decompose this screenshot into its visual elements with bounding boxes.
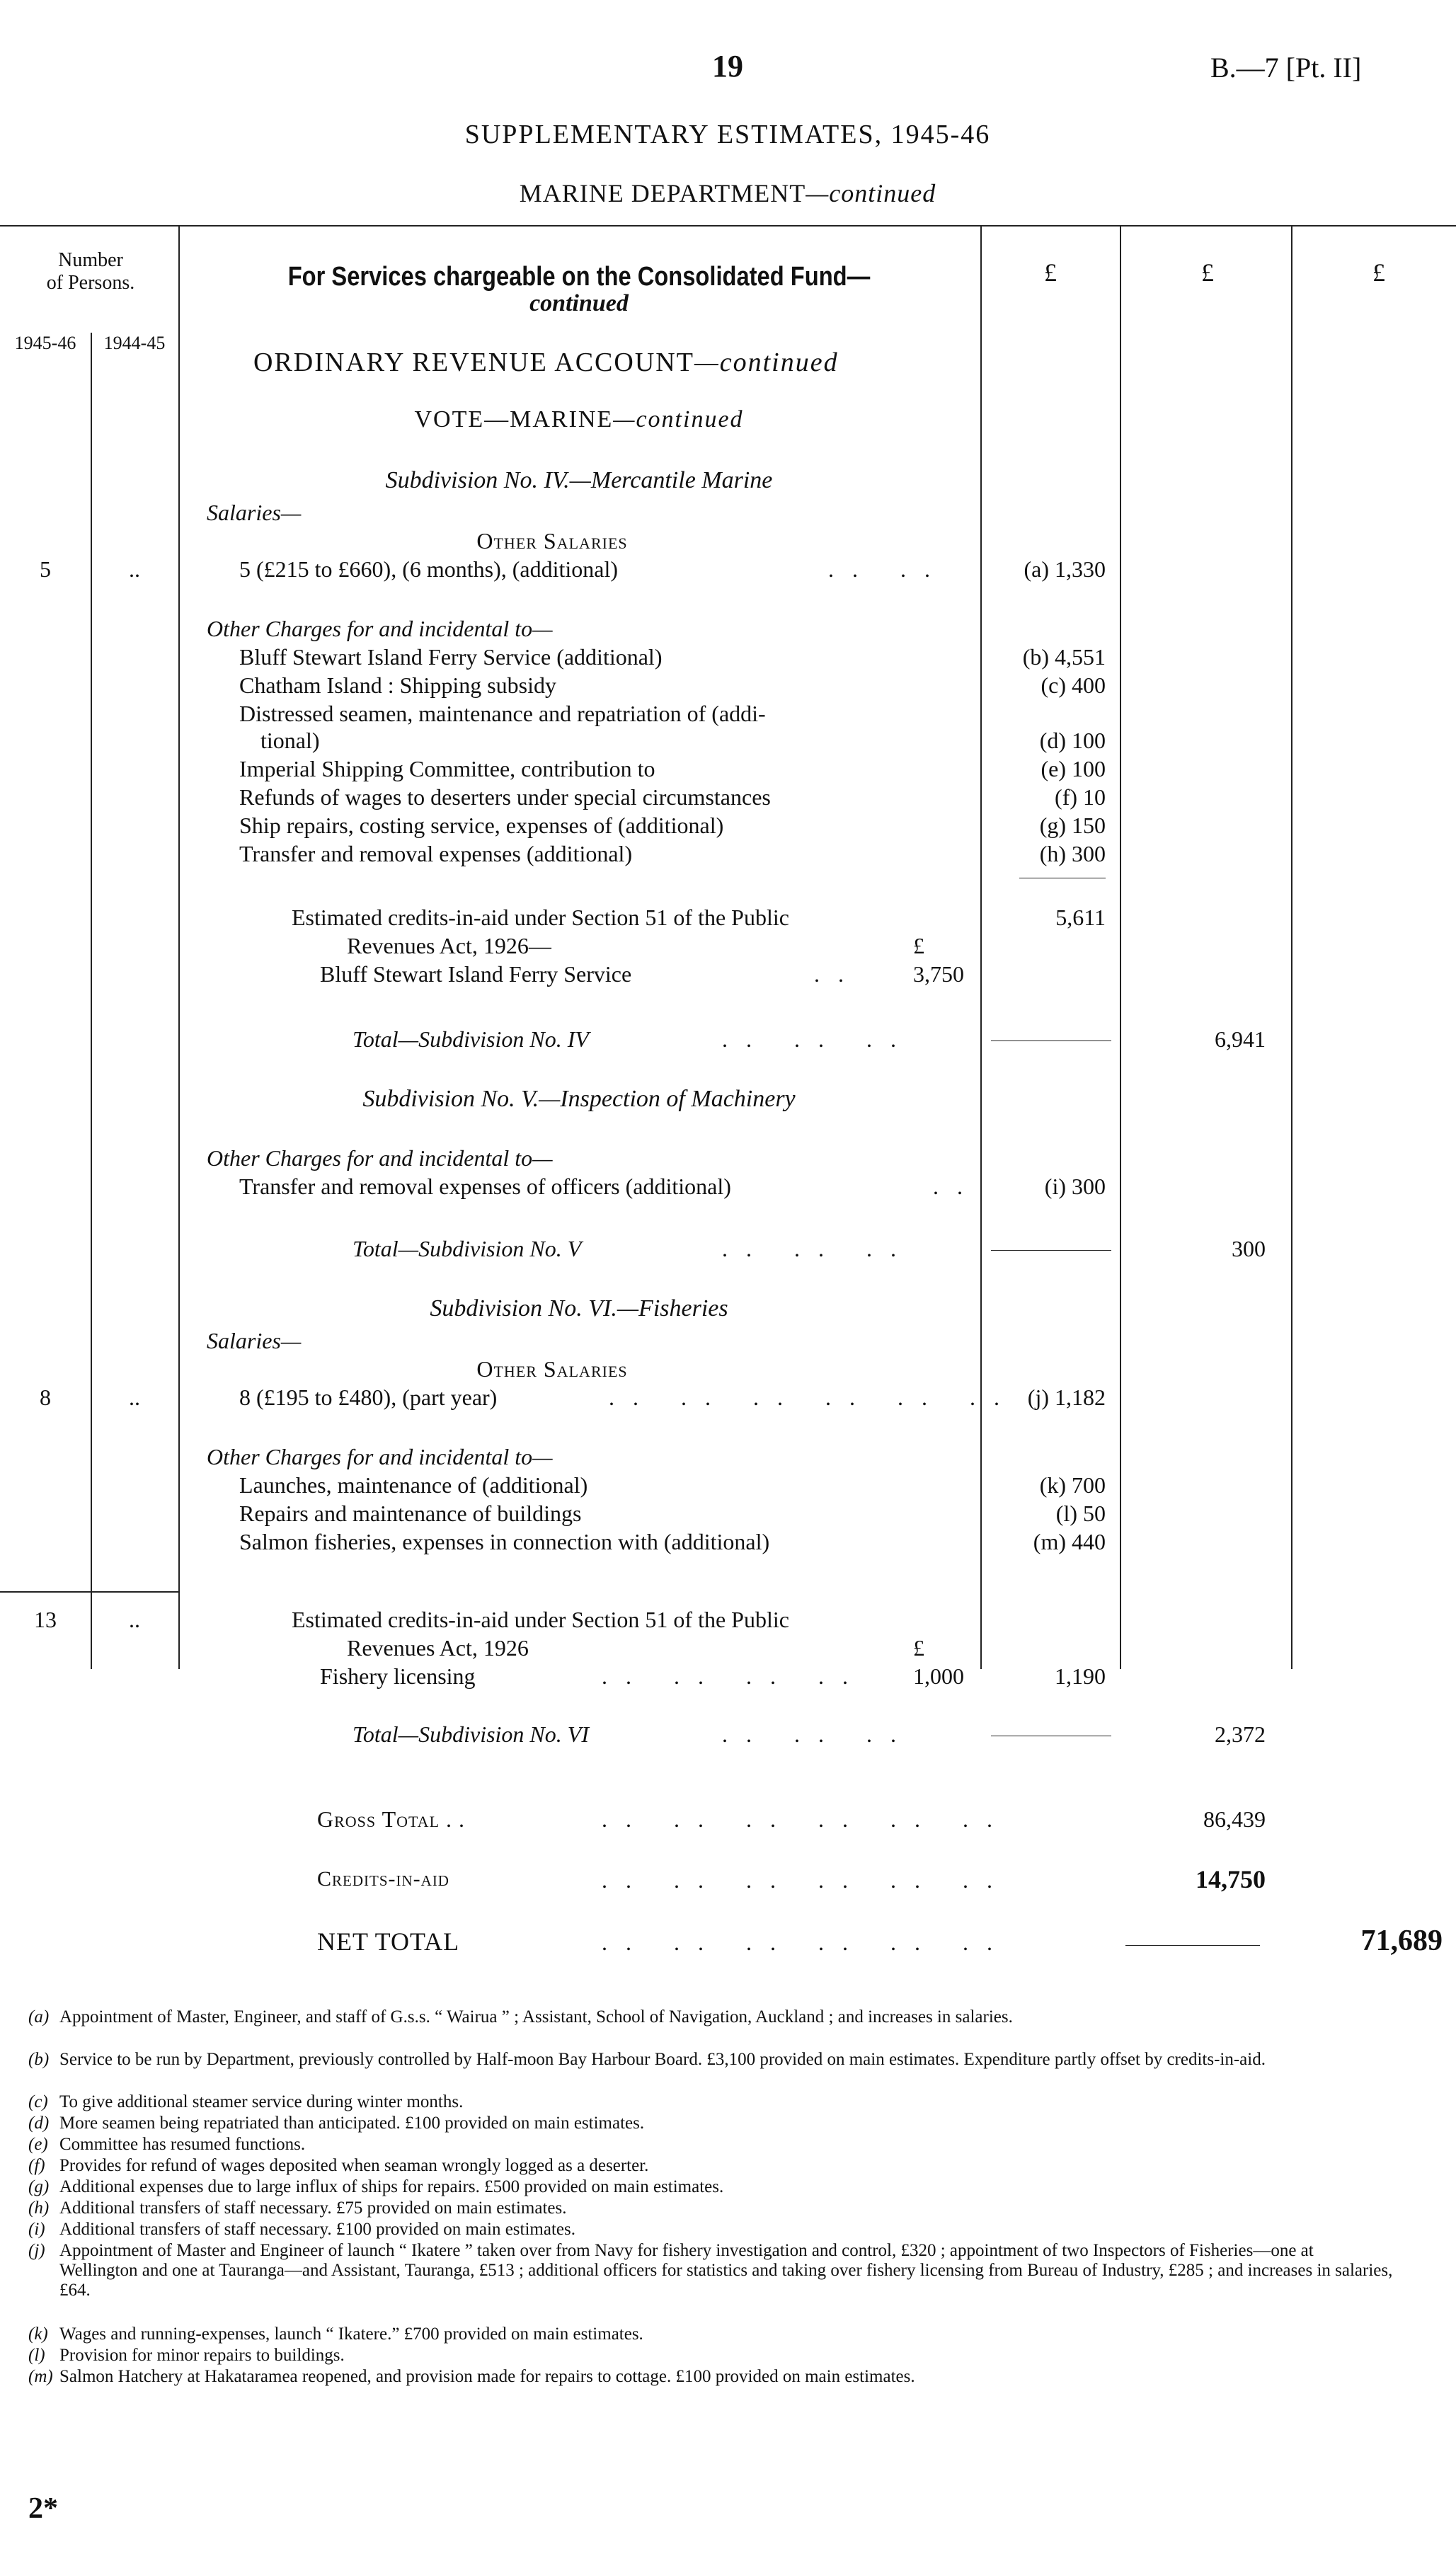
charge-item-amount: (k) 700 <box>1039 1472 1106 1498</box>
subdivision-4-credits-line2: Revenues Act, 1926— <box>347 933 551 958</box>
footnote <box>28 2135 1394 2155</box>
subdivision-6-persons: 8 <box>40 1385 51 1410</box>
leader-dots: .. .. .. <box>722 1236 915 1261</box>
column-rule-amount-3 <box>1291 225 1292 1669</box>
subdivision-6-credits-item-amount: 1,000 <box>913 1663 964 1689</box>
footnote-text: Appointment of Master and Engineer of launch “ Ikatere ” taken over from Navy for fishery investigation and control, £320 ; appointment of two Inspectors of Fisheries—one at Wellington and one at Tauranga—and Assistant, Tauranga, £513 ; additional officers for statistics and taking over fishery licensing from Bureau of Industry, £285 ; and increases in salaries, £64. <box>59 2241 1393 2300</box>
year-header-current: 1945-46 <box>14 333 76 353</box>
footnote-text: Additional transfers of staff necessary. £100 provided on main estimates. <box>59 2220 575 2239</box>
subdivision-5-other-charges-label: Other Charges for and incidental to— <box>207 1145 553 1171</box>
year-header-previous: 1944-45 <box>103 333 166 353</box>
leader-dots: .. <box>933 1174 981 1199</box>
charge-item: Distressed seamen, maintenance and repatriation of (addi- <box>239 701 766 726</box>
subdivision-6-credits-amount: 1,190 <box>1055 1663 1106 1689</box>
subdivision-6-persons-total-previous: .. <box>129 1607 140 1632</box>
vote-title <box>414 406 743 433</box>
footnote-label: (d) <box>28 2114 50 2133</box>
department-suffix: —continued <box>806 179 936 207</box>
footnote-text: Salmon Hatchery at Hakataramea reopened, and provision made for repairs to cottage. £100 provided on main estimates. <box>59 2367 915 2386</box>
subdivision-4-credits-item-amount: 3,750 <box>913 961 964 987</box>
footnote-label: (a) <box>28 2007 50 2027</box>
footnote-text: Service to be run by Department, previously controlled by Half-moon Bay Harbour Board. £3,100 provided on main estimates. Expenditure partly offset by credits-in-aid. <box>59 2050 1266 2069</box>
leader-dots: .. .. .. .. .. .. <box>609 1385 1018 1410</box>
vote-name: VOTE—MARINE <box>414 406 614 432</box>
subdivision-5-heading: Subdivision No. V.—Inspection of Machinery <box>362 1086 796 1112</box>
footnote <box>28 2241 1394 2300</box>
subdivision-4-salaries-label: Salaries— <box>207 500 302 525</box>
footnote-text: Committee has resumed functions. <box>59 2135 306 2154</box>
page-signature-mark: 2* <box>28 2492 58 2525</box>
footnote-text: Provision for minor repairs to buildings. <box>59 2346 345 2365</box>
subdivision-4-heading: Subdivision No. IV.—Mercantile Marine <box>385 467 773 493</box>
department-name: MARINE DEPARTMENT <box>519 179 806 207</box>
footnote-text: Additional transfers of staff necessary. £75 provided on main estimates. <box>59 2199 567 2218</box>
subdivision-6-salaries-label: Salaries— <box>207 1328 302 1353</box>
charge-item: Repairs and maintenance of buildings <box>239 1501 582 1526</box>
subdivision-6-credits-line2: Revenues Act, 1926 <box>347 1635 529 1661</box>
subdivision-6-other-charges-label: Other Charges for and incidental to— <box>207 1444 553 1469</box>
subdivision-6-total-label: Total—Subdivision No. VI <box>352 1721 589 1747</box>
column-rule-amount-2 <box>1120 225 1121 1669</box>
column-rule-year <box>91 333 92 1669</box>
credits-in-aid-amount: 14,750 <box>1196 1865 1266 1893</box>
document-title: SUPPLEMENTARY ESTIMATES, 1945-46 <box>464 120 991 149</box>
charge-item: Imperial Shipping Committee, contribution to <box>239 756 655 781</box>
persons-subtotal-rule <box>0 1591 178 1593</box>
footnote <box>28 2050 1394 2070</box>
footnote <box>28 2114 1394 2133</box>
charge-item: Ship repairs, costing service, expenses of (additional) <box>239 813 724 838</box>
footnote <box>28 2092 1394 2112</box>
net-total-label: NET TOTAL <box>317 1927 460 1956</box>
subdivision-6-salary-amount: (j) 1,182 <box>1027 1385 1106 1410</box>
leader-dots: .. .. .. .. <box>602 1663 866 1689</box>
footnote <box>28 2220 1394 2240</box>
footnote-text: More seamen being repatriated than anticipated. £100 provided on main estimates. <box>59 2114 645 2133</box>
persons-header-line2: of Persons. <box>46 272 135 294</box>
gross-total-amount: 86,439 <box>1203 1806 1266 1832</box>
subdivision-5-item-amount: (i) 300 <box>1044 1174 1106 1199</box>
credits-in-aid-label: Credits-in-aid <box>317 1867 449 1891</box>
subdivision-6-heading: Subdivision No. VI.—Fisheries <box>430 1295 728 1322</box>
subdivision-6-persons-total: 13 <box>34 1607 57 1632</box>
vote-suffix: —continued <box>613 406 744 432</box>
leader-dots: .. .. .. .. .. .. <box>602 1867 1011 1893</box>
footnote-label: (f) <box>28 2156 45 2175</box>
charge-item-amount: (f) 10 <box>1055 784 1106 810</box>
charge-item-amount: (l) 50 <box>1055 1501 1106 1526</box>
subdivision-5-total-amount: 300 <box>1232 1236 1266 1261</box>
gross-total-label: Gross Total . . <box>317 1806 466 1832</box>
charge-item: Refunds of wages to deserters under special circumstances <box>239 784 771 810</box>
footnote <box>28 2346 1394 2366</box>
charge-item: Chatham Island : Shipping subsidy <box>239 672 556 698</box>
footnote <box>28 2177 1394 2197</box>
pound-header-2: £ <box>1201 258 1214 287</box>
column-rule-persons <box>178 225 180 1669</box>
footnote-label: (i) <box>28 2220 45 2239</box>
leader-dots: .. .. .. .. .. .. <box>602 1930 1011 1955</box>
services-heading-continued: continued <box>529 290 629 316</box>
subdivision-6-other-salaries: Other Salaries <box>476 1356 628 1382</box>
leader-dots: .. .. .. <box>722 1026 915 1052</box>
leader-dots: .. .. .. .. .. .. <box>602 1806 1011 1832</box>
table-top-rule <box>0 225 1456 227</box>
footnote <box>28 2367 1394 2387</box>
subdivision-4-credits-line1: Estimated credits-in-aid under Section 51 of the Public <box>292 905 789 930</box>
page-number: 19 <box>712 49 743 84</box>
account-suffix: —continued <box>694 348 839 377</box>
account-title <box>253 347 839 378</box>
footnote-label: (h) <box>28 2199 50 2218</box>
footnote-label: (e) <box>28 2135 48 2154</box>
subdivision-6-credits-item: Fishery licensing <box>320 1663 476 1689</box>
charge-item: Bluff Stewart Island Ferry Service (additional) <box>239 644 663 670</box>
charge-item-amount: (b) 4,551 <box>1022 644 1106 670</box>
charge-item-amount: (c) 400 <box>1041 672 1106 698</box>
leader-dots: .. .. <box>828 556 948 582</box>
footnote <box>28 2007 1394 2027</box>
charge-item: Transfer and removal expenses (additional) <box>239 841 633 866</box>
services-heading: For Services chargeable on the Consolidated Fund— <box>287 262 871 292</box>
leader-dots: .. .. .. <box>722 1721 915 1747</box>
footnote-text: Appointment of Master, Engineer, and staff of G.s.s. “ Wairua ” ; Assistant, School of Navigation, Auckland ; and increases in salaries. <box>59 2007 1013 2027</box>
footnote-text: Additional expenses due to large influx of ships for repairs. £500 provided on main estimates. <box>59 2177 724 2196</box>
charge-item-amount: (h) 300 <box>1039 841 1106 866</box>
subdivision-6-credits-line1: Estimated credits-in-aid under Section 51 of the Public <box>292 1607 789 1632</box>
subdivision-4-persons-previous: .. <box>129 556 140 582</box>
footnote-text: Wages and running-expenses, launch “ Ikatere.” £700 provided on main estimates. <box>59 2324 643 2344</box>
footnote-label: (k) <box>28 2324 48 2344</box>
net-total-rule <box>1125 1945 1260 1946</box>
charge-item: tional) <box>260 728 320 753</box>
subdivision-5-item: Transfer and removal expenses of officers (additional) <box>239 1174 731 1199</box>
subdivision-4-other-salaries: Other Salaries <box>476 528 628 554</box>
subdivision-6-salary-line: 8 (£195 to £480), (part year) <box>239 1385 498 1410</box>
footnote-label: (l) <box>28 2346 45 2365</box>
charge-item-amount: (g) 150 <box>1039 813 1106 838</box>
leader-dots: .. <box>814 961 862 987</box>
footnote-label: (c) <box>28 2092 48 2111</box>
subtotal-rule <box>991 1250 1111 1251</box>
subdivision-4-credits-item: Bluff Stewart Island Ferry Service <box>320 961 632 987</box>
persons-header-line1: Number <box>58 249 123 271</box>
subdivision-5-total-label: Total—Subdivision No. V <box>352 1236 582 1261</box>
pound-header-1: £ <box>1044 258 1057 287</box>
pound-header-3: £ <box>1372 258 1385 287</box>
footnote-label: (j) <box>28 2241 45 2260</box>
footnote-text: To give additional steamer service during winter months. <box>59 2092 464 2111</box>
footnote-label: (g) <box>28 2177 50 2196</box>
charge-item-amount: (m) 440 <box>1033 1529 1106 1554</box>
charge-item: Salmon fisheries, expenses in connection with (additional) <box>239 1529 770 1554</box>
subdivision-6-persons-previous: .. <box>129 1385 140 1410</box>
subdivision-4-persons: 5 <box>40 556 51 582</box>
charge-item-amount: (d) 100 <box>1039 728 1106 753</box>
subdivision-4-salary-line: 5 (£215 to £660), (6 months), (additional) <box>239 556 619 582</box>
document-reference: B.—7 [Pt. II] <box>1210 52 1362 84</box>
footnote <box>28 2324 1394 2344</box>
subdivision-4-other-charges-label: Other Charges for and incidental to— <box>207 616 553 641</box>
footnote-text: Provides for refund of wages deposited when seaman wrongly logged as a deserter. <box>59 2156 649 2175</box>
net-total-amount: 71,689 <box>1360 1925 1443 1957</box>
subdivision-4-credits-pound: £ <box>913 933 924 958</box>
subdivision-4-total-amount: 6,941 <box>1215 1026 1266 1052</box>
subdivision-6-credits-pound: £ <box>913 1635 924 1661</box>
charge-item: Launches, maintenance of (additional) <box>239 1472 588 1498</box>
column-rule-amount-1 <box>980 225 982 1669</box>
charge-item-amount: (e) 100 <box>1041 756 1106 781</box>
subdivision-4-total-label: Total—Subdivision No. IV <box>352 1026 589 1052</box>
footnote-label: (m) <box>28 2367 53 2386</box>
footnote-label: (b) <box>28 2050 50 2069</box>
subdivision-4-salary-amount: (a) 1,330 <box>1024 556 1106 582</box>
subdivision-4-credits-amount: 5,611 <box>1055 905 1106 930</box>
footnote <box>28 2199 1394 2218</box>
department-title <box>520 178 936 208</box>
account-name: ORDINARY REVENUE ACCOUNT <box>253 348 694 377</box>
footnote <box>28 2156 1394 2176</box>
subdivision-6-total-amount: 2,372 <box>1215 1721 1266 1747</box>
